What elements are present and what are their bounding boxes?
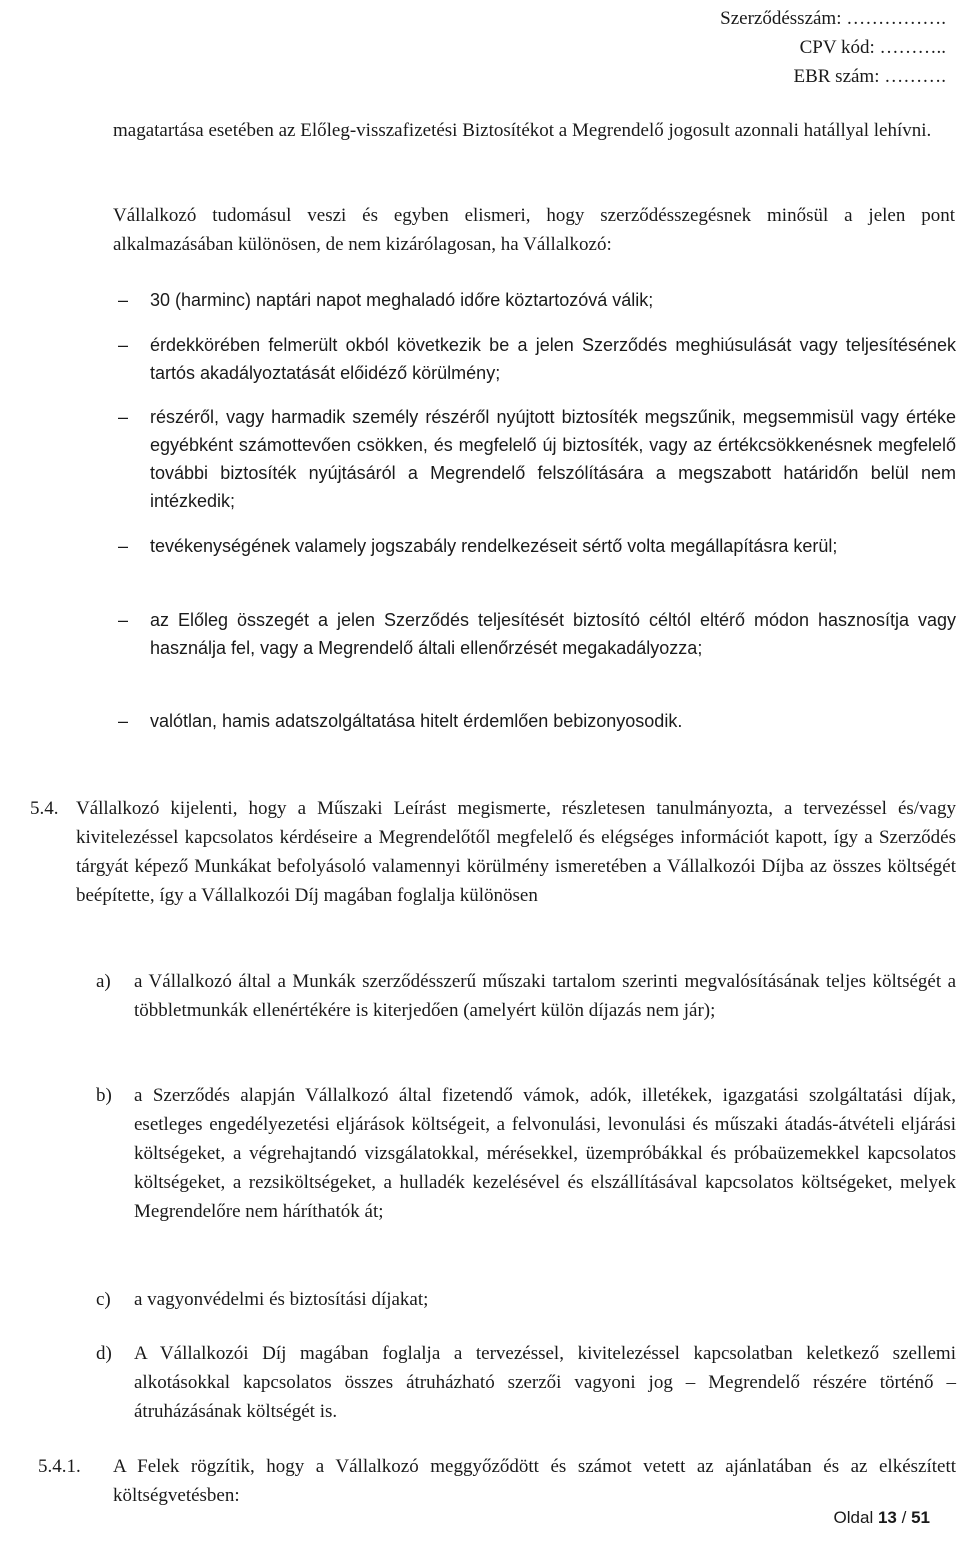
intro-paragraph: magatartása esetében az Előleg-visszafizetési Biztosítékot a Megrendelő jogosult azonnali hatállyal lehívni. [113, 120, 932, 141]
page-prefix: Oldal [833, 1508, 874, 1527]
item-label: d) [96, 1343, 112, 1364]
bullet-dash: – [118, 335, 129, 355]
acknowledge-paragraph: Vállalkozó tudomásul veszi és egyben elismeri, hogy szerződésszegésnek minősül a jelen pont alkalmazásában különösen, de nem kizárólagosan, ha Vállalkozó: [113, 205, 955, 255]
item-b-text: a Szerződés alapján Vállalkozó által fizetendő vámok, adók, illetékek, igazgatási szolgáltatási díjak, esetleges engedélyezetési eljárások költségeit, a felvonulási, levonulási és műszaki átadás-átvételi eljárási költségeket, a végrehajtandó vizsgálatokkal, mérésekkel, üzempróbákkal és próbaüzemekkel kapcsolatos költségeket, a rezsiköltségeket, a hulladék kezelésével és elszállításával kapcsolatos költségeket, melyek Megrendelőre nem háríthatók át; [134, 1085, 956, 1222]
page-separator: / [901, 1508, 907, 1527]
subsection-number: 5.4.1. [38, 1456, 81, 1477]
bullet-item-5: az Előleg összegét a jelen Szerződés teljesítését biztosító céltól eltérő módon hasznosítja vagy használja fel, vagy a Megrendelő általi ellenőrzését megakadályozza; [150, 610, 956, 658]
item-label: c) [96, 1289, 111, 1310]
page-current: 13 [877, 1508, 897, 1527]
bullet-dash: – [118, 407, 129, 427]
bullet-item-4: tevékenységének valamely jogszabály rendelkezéseit sértő volta megállapításra kerül; [150, 536, 838, 556]
item-c-text: a vagyonvédelmi és biztosítási díjakat; [134, 1289, 429, 1310]
document-header [720, 4, 946, 91]
section-5-4-1-text: A Felek rögzítik, hogy a Vállalkozó meggyőződött és számot vetett az ajánlatában és az elkészített költségvetésben: [113, 1456, 956, 1506]
contract-number: Szerződésszám: ……………. [720, 8, 946, 29]
bullet-dash: – [118, 536, 129, 556]
bullet-dash: – [118, 711, 129, 731]
item-label: b) [96, 1085, 112, 1106]
section-5-4-text: Vállalkozó kijelenti, hogy a Műszaki Leírást megismerte, részletesen tanulmányozta, a tervezéssel és/vagy kivitelezéssel kapcsolatos kérdéseire a Megrendelőtől megfelelő és elégséges információt kapott, így a Szerződés tárgyát képező Munkákat befolyásoló valamennyi körülmény ismeretében a Vállalkozói Díjba az összes költségét beépítette, így a Vállalkozói Díj magában foglalja különösen [76, 798, 956, 906]
page-total: 51 [911, 1508, 930, 1527]
page-number [834, 1508, 930, 1528]
item-d-text: A Vállalkozói Díj magában foglalja a tervezéssel, kivitelezéssel kapcsolatban keletkező szellemi alkotásokkal kapcsolatos összes átruházható szerzői vagyoni jog – Megrendelő részére történő – átruházásának költségét is. [134, 1343, 956, 1422]
bullet-item-2: érdekkörében felmerült okból következik be a jelen Szerződés meghiúsulását vagy teljesítésének tartós akadályoztatását előidéző körülmény; [150, 335, 956, 383]
bullet-item-1: 30 (harminc) naptári napot meghaladó időre köztartozóvá válik; [150, 290, 654, 310]
bullet-dash: – [118, 610, 129, 630]
cpv-code: CPV kód: ……….. [799, 37, 946, 58]
bullet-item-6: valótlan, hamis adatszolgáltatása hitelt érdemlően bebizonyosodik. [150, 711, 683, 731]
item-a-text: a Vállalkozó által a Munkák szerződésszerű műszaki tartalom szerinti megvalósításának teljes költségét a többletmunkák ellenértékére is kiterjedően (amelyért külön díjazás nem jár); [134, 971, 956, 1021]
ebr-number: EBR szám: ………. [793, 66, 946, 87]
bullet-item-3: részéről, vagy harmadik személy részéről nyújtott biztosíték megszűnik, megsemmisül vagy értéke egyébként számottevően csökken, és megfelelő új biztosíték, vagy az értékcsökkenésnek megfelelő további biztosíték nyújtásáról a Megrendelő felszólítására a megszabott határidőn belül nem intézkedik; [150, 407, 956, 511]
item-label: a) [96, 971, 111, 992]
bullet-dash: – [118, 290, 129, 310]
section-number: 5.4. [30, 798, 59, 819]
